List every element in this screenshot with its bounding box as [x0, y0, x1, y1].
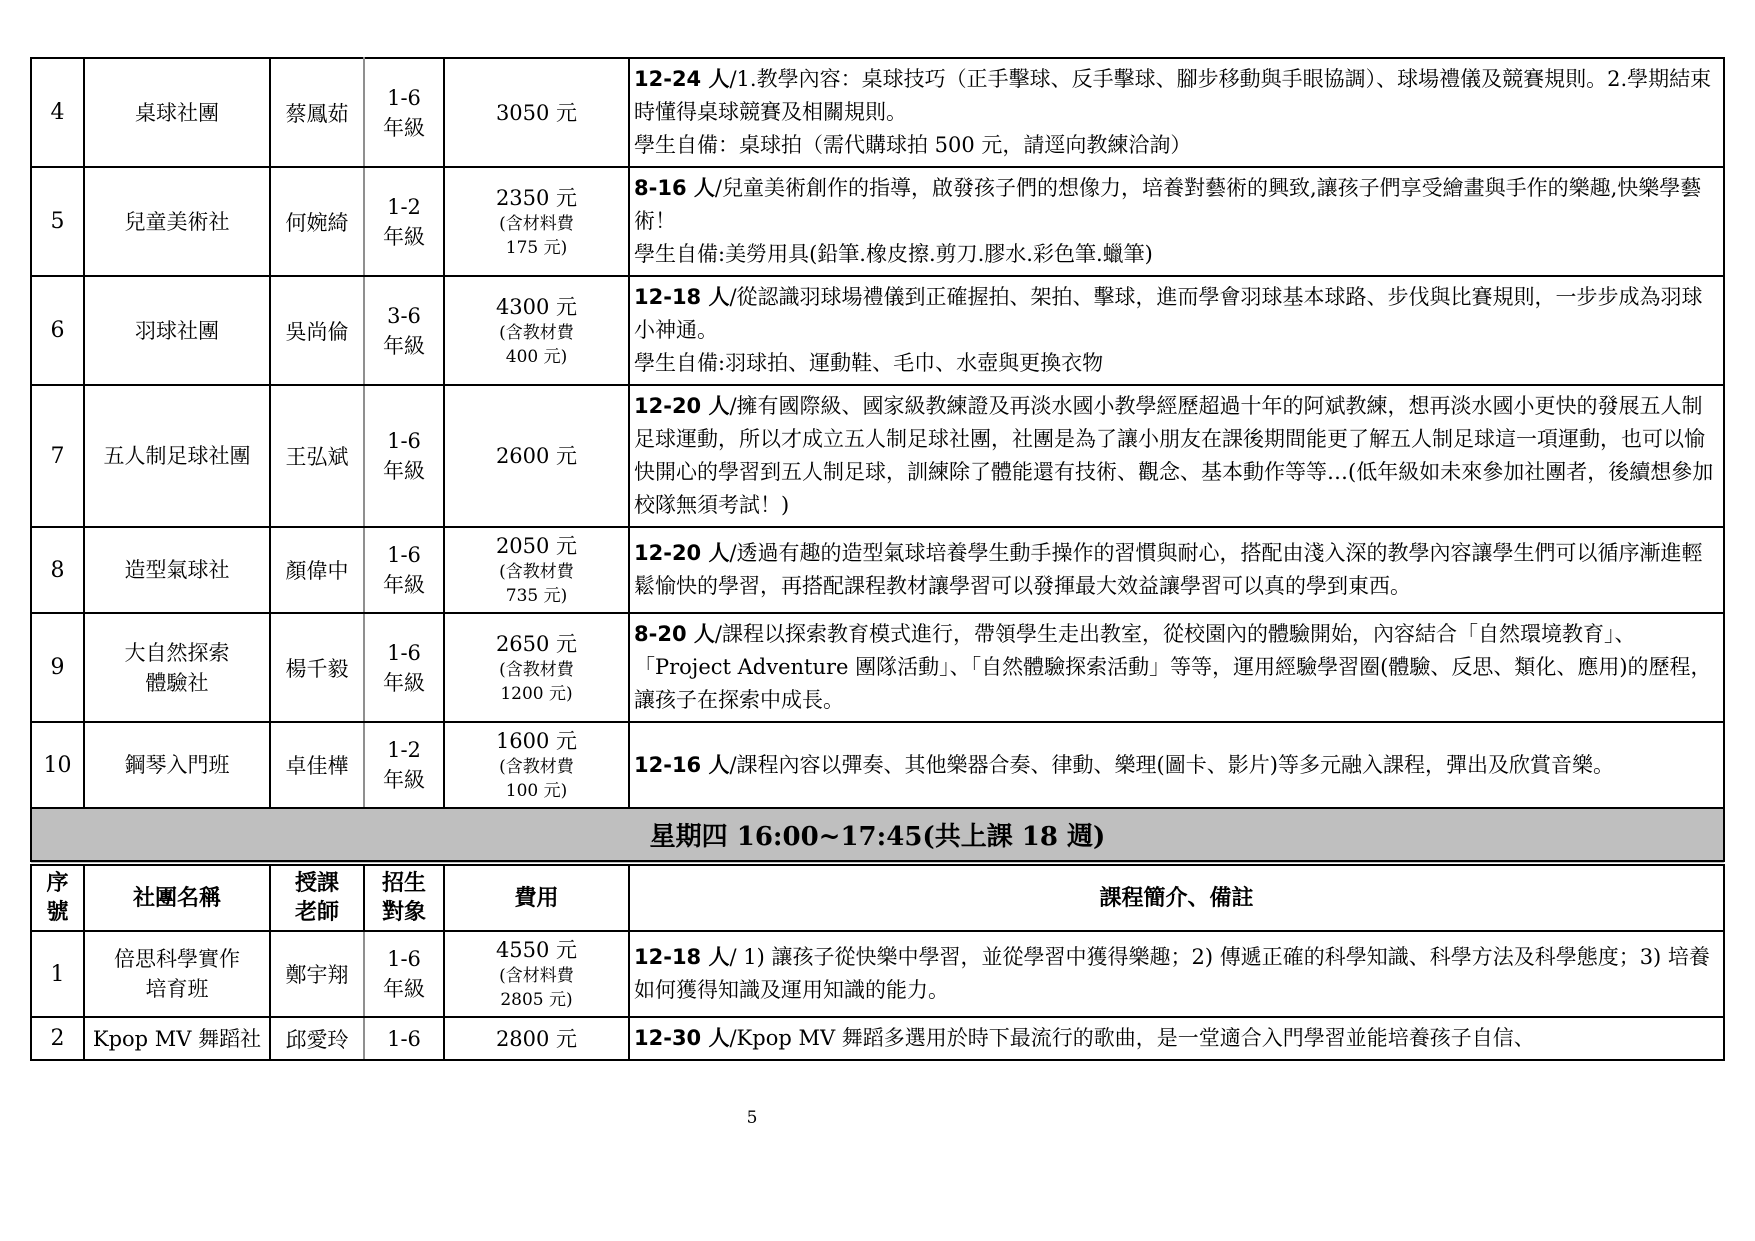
- row-number-cell: 8: [31, 527, 84, 613]
- description-text: /從認識羽球場禮儀到正確握拍、架拍、擊球，進而學會羽球基本球路、步伐與比賽規則，一步步成為羽球小神通。: [634, 285, 1703, 342]
- grade-line: 年級: [383, 573, 425, 597]
- row-number-cell: 6: [31, 276, 84, 385]
- table-row: [31, 167, 1724, 276]
- fee-note-line: 1200 元): [500, 683, 573, 704]
- grade-range-cell: [364, 527, 444, 613]
- header-label-line: 課程簡介、備註: [1099, 884, 1254, 911]
- teacher-cell: 鄭宇翔: [270, 931, 364, 1017]
- fee-cell: [444, 613, 629, 722]
- club-name-line: 大自然探索: [124, 640, 230, 665]
- teacher-cell: 蔡鳳茹: [270, 58, 364, 167]
- capacity-label: 12-20 人: [634, 541, 730, 565]
- capacity-label: 12-18 人: [634, 285, 730, 309]
- fee-cell: [444, 527, 629, 613]
- club-name-cell: [84, 527, 270, 613]
- table-row: [31, 613, 1724, 722]
- fee-amount: 4550 元: [495, 938, 578, 962]
- fee-amount: 2800 元: [495, 1026, 578, 1051]
- header-label-line: 號: [46, 899, 69, 925]
- row-number-cell: 9: [31, 613, 84, 722]
- club-name-line: 培育班: [145, 977, 209, 1001]
- teacher-cell: 顏偉中: [270, 527, 364, 613]
- club-table: [30, 57, 1725, 1061]
- page-number: 5: [746, 1108, 758, 1128]
- grade-range-cell: [364, 276, 444, 385]
- grade-line: 1-6: [387, 429, 421, 453]
- grade-line: 1-6: [387, 640, 421, 665]
- header-label-line: 招生: [381, 870, 426, 896]
- description-paragraph: [634, 390, 1719, 522]
- grade-range-cell: [364, 613, 444, 722]
- club-name-line: Kpop MV 舞蹈社: [92, 1026, 262, 1051]
- capacity-label: 12-20 人: [634, 394, 730, 418]
- course-description-cell: [629, 931, 1724, 1017]
- fee-cell: [444, 931, 629, 1017]
- fee-note-line: (含教材費: [499, 757, 574, 777]
- capacity-label: 12-24 人: [634, 67, 730, 91]
- course-description-cell: [629, 276, 1724, 385]
- fee-amount: 2350 元: [495, 185, 578, 210]
- grade-range-cell: [364, 1017, 444, 1060]
- header-label-line: 老師: [294, 899, 339, 925]
- fee-note-line: (含教材費: [499, 562, 574, 582]
- grade-line: 年級: [383, 977, 425, 1001]
- grade-line: 1-6: [387, 543, 421, 567]
- fee-note-line: 175 元): [505, 237, 568, 258]
- grade-range-cell: [364, 931, 444, 1017]
- description-paragraph: [634, 172, 1719, 238]
- teacher-cell: 吳尚倫: [270, 276, 364, 385]
- teacher-cell: 何婉綺: [270, 167, 364, 276]
- fee-cell: [444, 276, 629, 385]
- club-name-line: 五人制足球社團: [103, 444, 251, 468]
- description-paragraph: 學生自備:美勞用具(鉛筆.橡皮擦.剪刀.膠水.彩色筆.蠟筆): [634, 242, 1153, 266]
- grade-line: 年級: [383, 670, 425, 695]
- course-description-cell: [629, 613, 1724, 722]
- header-label-line: 費用: [514, 884, 559, 911]
- fee-amount: 1600 元: [495, 729, 578, 753]
- fee-cell: [444, 167, 629, 276]
- teacher-cell: 楊千毅: [270, 613, 364, 722]
- fee-amount: 4300 元: [495, 294, 578, 319]
- row-number-cell: 2: [31, 1017, 84, 1060]
- header-row: [31, 863, 1724, 931]
- header-cell-no: [31, 863, 84, 931]
- club-name-line: 兒童美術社: [124, 209, 230, 234]
- header-cell-target: [364, 863, 444, 931]
- fee-amount: 2650 元: [495, 631, 578, 656]
- grade-line: 1-2: [387, 194, 421, 219]
- club-name-cell: [84, 58, 270, 167]
- header-label-line: 授課: [294, 870, 339, 896]
- fee-note-line: 400 元): [505, 346, 568, 367]
- description-text: /兒童美術創作的指導，啟發孩子們的想像力，培養對藝術的興致,讓孩子們享受繪畫與手作的樂趣,快樂學藝術！: [634, 176, 1702, 233]
- description-paragraph: 學生自備:羽球拍、運動鞋、毛巾、水壺與更換衣物: [634, 351, 1104, 375]
- table-row: [31, 385, 1724, 527]
- column-header: [31, 863, 1724, 931]
- club-name-line: 桌球社團: [135, 100, 219, 125]
- club-name-cell: [84, 167, 270, 276]
- fee-cell: [444, 385, 629, 527]
- capacity-label: 12-18 人: [634, 945, 730, 969]
- description-paragraph: [634, 749, 1719, 782]
- table-row: [31, 58, 1724, 167]
- table-row: [31, 722, 1724, 808]
- description-paragraph: [634, 941, 1719, 1007]
- club-name-cell: [84, 613, 270, 722]
- table-row: [31, 931, 1724, 1017]
- fee-note-line: (含教材費: [499, 322, 574, 343]
- course-description-cell: [629, 527, 1724, 613]
- header-cell-name: [84, 863, 270, 931]
- row-number-cell: 5: [31, 167, 84, 276]
- description-paragraph: [634, 1022, 1719, 1055]
- fee-amount: 2600 元: [495, 444, 578, 468]
- grade-line: 年級: [383, 459, 425, 483]
- fee-cell: [444, 1017, 629, 1060]
- header-cell-fee: [444, 863, 629, 931]
- teacher-cell: 卓佳樺: [270, 722, 364, 808]
- description-text: / 1) 讓孩子從快樂中學習，並從學習中獲得樂趣；2) 傳遞正確的科學知識、科學方法及科學態度；3) 培養如何獲得知識及運用知識的能力。: [634, 945, 1710, 1002]
- teacher-cell: 邱愛玲: [270, 1017, 364, 1060]
- grade-range-cell: [364, 385, 444, 527]
- fee-cell: [444, 58, 629, 167]
- description-text: /Kpop MV 舞蹈多選用於時下最流行的歌曲，是一堂適合入門學習並能培養孩子自信、: [729, 1026, 1535, 1050]
- table-row: [31, 276, 1724, 385]
- club-name-line: 倍思科學實作: [114, 947, 240, 971]
- row-number-cell: 4: [31, 58, 84, 167]
- course-description-cell: [629, 722, 1724, 808]
- table-row: [31, 1017, 1724, 1060]
- grade-line: 1-2: [387, 738, 421, 762]
- capacity-label: 12-30 人: [634, 1026, 730, 1050]
- club-name-line: 造型氣球社: [124, 558, 230, 582]
- course-description-cell: [629, 1017, 1724, 1060]
- description-text: /課程以探索教育模式進行，帶領學生走出教室，從校園內的體驗開始，內容結合「自然環境教育」、「Project Adventure 團隊活動」、「自然體驗探索活動」等等，運用經驗學習圈(體驗、反思、類化、應用)的歷程，讓孩子在探索中成長。: [634, 622, 1712, 712]
- header-label-line: 序: [46, 870, 69, 896]
- description-paragraph: [634, 537, 1719, 603]
- grade-line: 年級: [383, 333, 425, 358]
- course-description-cell: [629, 167, 1724, 276]
- description-text: /擁有國際級、國家級教練證及再淡水國小教學經歷超過十年的阿斌教練，想再淡水國小更快的發展五人制足球運動，所以才成立五人制足球社團，社團是為了讓小朋友在課後期間能更了解五人制足球這一項運動，也可以愉快開心的學習到五人制足球，訓練除了體能還有技術、觀念、基本動作等等…(低年級如未來參加社團者，後續想參加校隊無須考試！): [634, 394, 1714, 517]
- capacity-label: 12-16 人: [634, 752, 730, 777]
- row-number-cell: 7: [31, 385, 84, 527]
- grade-range-cell: [364, 167, 444, 276]
- teacher-cell: 王弘斌: [270, 385, 364, 527]
- grade-range-cell: [364, 722, 444, 808]
- club-name-cell: [84, 276, 270, 385]
- capacity-label: 8-16 人: [634, 176, 715, 200]
- grade-line: 1-6: [387, 1026, 421, 1051]
- header-label-line: 對象: [381, 899, 426, 925]
- grade-line: 年級: [383, 768, 425, 792]
- fee-amount: 2050 元: [495, 534, 578, 558]
- club-name-cell: [84, 722, 270, 808]
- description-text: /1.教學內容：桌球技巧（正手擊球、反手擊球、腳步移動與手眼協調）、球場禮儀及競賽規則。2.學期結束時懂得桌球競賽及相關規則。: [634, 67, 1712, 124]
- fee-note-line: (含材料費: [499, 966, 574, 986]
- row-number-cell: 10: [31, 722, 84, 808]
- fee-note-line: 2805 元): [500, 990, 573, 1010]
- club-name-line: 鋼琴入門班: [124, 753, 230, 777]
- grade-line: 3-6: [387, 303, 421, 328]
- description-paragraph: [634, 63, 1719, 129]
- grade-range-cell: [364, 58, 444, 167]
- fee-note-line: 735 元): [505, 586, 568, 606]
- grade-line: 1-6: [387, 85, 421, 110]
- club-name-cell: [84, 931, 270, 1017]
- description-paragraph: 學生自備：桌球拍（需代購球拍 500 元，請逕向教練洽詢）: [634, 133, 1192, 157]
- rows-continued-from-previous-page: [31, 58, 1724, 808]
- fee-note-line: (含材料費: [499, 213, 574, 234]
- course-description-cell: [629, 58, 1724, 167]
- section-title: 星期四 16:00~17:45(共上課 18 週): [31, 808, 1724, 863]
- club-name-cell: [84, 385, 270, 527]
- table-row: [31, 527, 1724, 613]
- fee-note-line: 100 元): [505, 781, 568, 801]
- header-cell-teacher: [270, 863, 364, 931]
- course-description-cell: [629, 385, 1724, 527]
- club-name-line: 羽球社團: [135, 318, 219, 343]
- fee-amount: 3050 元: [495, 100, 578, 125]
- club-name-cell: [84, 1017, 270, 1060]
- description-text: /課程內容以彈奏、其他樂器合奏、律動、樂理(圖卡、影片)等多元融入課程，彈出及欣賞音樂。: [729, 752, 1614, 777]
- section-band: [31, 808, 1724, 863]
- thursday-rows: [31, 931, 1724, 1060]
- grade-line: 年級: [383, 115, 425, 140]
- fee-cell: [444, 722, 629, 808]
- description-paragraph: [634, 281, 1719, 347]
- section-band-row: [31, 808, 1724, 863]
- description-text: /透過有趣的造型氣球培養學生動手操作的習慣與耐心，搭配由淺入深的教學內容讓學生們可以循序漸進輕鬆愉快的學習，再搭配課程教材讓學習可以發揮最大效益讓學習可以真的學到東西。: [634, 541, 1703, 598]
- capacity-label: 8-20 人: [634, 622, 715, 646]
- club-name-line: 體驗社: [145, 670, 209, 695]
- row-number-cell: 1: [31, 931, 84, 1017]
- grade-line: 年級: [383, 224, 425, 249]
- header-label-line: 社團名稱: [132, 884, 221, 911]
- description-paragraph: [634, 618, 1719, 717]
- grade-line: 1-6: [387, 947, 421, 971]
- fee-note-line: (含教材費: [499, 659, 574, 680]
- header-cell-desc: [629, 863, 1724, 931]
